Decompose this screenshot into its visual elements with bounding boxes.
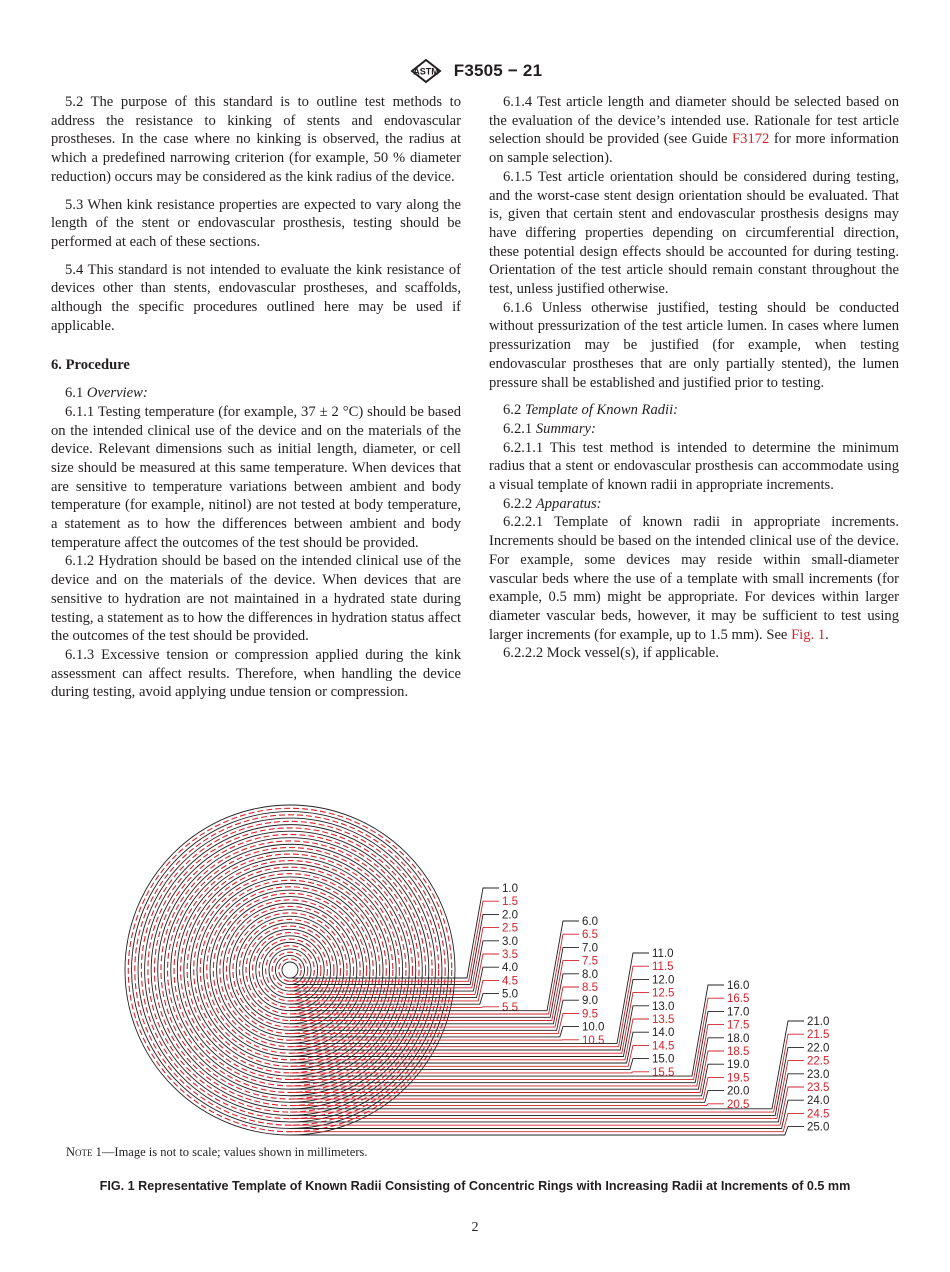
radius-label: 15.5	[652, 1066, 675, 1079]
radius-label: 3.0	[502, 935, 518, 948]
radius-ring	[282, 962, 298, 978]
astm-logo-icon	[408, 58, 444, 84]
radius-ring	[128, 808, 451, 1131]
radius-label: 14.5	[652, 1040, 675, 1053]
radius-leader-line	[290, 1072, 649, 1073]
radius-leader-line	[290, 1127, 804, 1135]
radius-ring	[141, 821, 438, 1118]
radius-label: 13.0	[652, 1000, 675, 1013]
radius-label: 23.5	[807, 1082, 830, 1094]
radius-label: 24.0	[807, 1095, 830, 1108]
radius-label: 20.0	[727, 1085, 750, 1098]
radius-label: 5.5	[502, 1001, 518, 1014]
radius-ring	[220, 900, 360, 1040]
procedure-heading: 6. Procedure	[51, 357, 130, 374]
document-id: F3505 − 21	[453, 61, 543, 80]
radius-label: 4.5	[502, 975, 518, 988]
radius-ring	[249, 929, 330, 1010]
radius-label: 21.0	[807, 1016, 830, 1028]
radius-ring	[135, 815, 445, 1125]
radius-ring	[239, 919, 340, 1020]
radius-ring	[253, 933, 328, 1008]
radius-ring	[272, 952, 308, 988]
radius-label: 16.0	[727, 980, 750, 992]
section-6-1-6: 6.1.6 Unless otherwise justified, testing should be conducted without pressurization of the test article lumen. In cases where lumen pressurization may be justified (for example, when testing endovascular prostheses that are only partially stented), the lumen pressure shall be established and justified prior to testing.	[489, 299, 899, 391]
figure-caption: FIG. 1 Representative Template of Known Radii Consisting of Concentric Rings with Increasing Radii at Increments of 0.5 mm	[99, 1179, 851, 1193]
svg-text:ASTM: ASTM	[413, 66, 439, 77]
radius-ring	[187, 867, 393, 1073]
section-6-2: 6.2 Template of Known Radii:	[503, 402, 679, 419]
radius-ring	[266, 946, 315, 995]
section-6-2-2: 6.2.2 Apparatus:	[503, 495, 602, 512]
radii-template-figure	[0, 780, 950, 1140]
radius-label: 1.0	[502, 883, 518, 895]
section-6-1-3: 6.1.3 Excessive tension or compression applied during the kink assessment can affect results. Therefore, when handling the device during testing, avoid applying undue tension or compression.	[51, 646, 461, 701]
radius-ring	[210, 890, 370, 1050]
radius-label: 16.5	[727, 993, 750, 1006]
section-6-2-2-2: 6.2.2.2 Mock vessel(s), if applicable.	[503, 645, 720, 662]
section-6-2-1-1: 6.2.1.1 This test method is intended to determine the minimum radius that a stent or endovascular prosthesis can accommodate using a visual template of known radii in appropriate increments.	[489, 439, 899, 494]
radius-label: 25.0	[807, 1121, 830, 1134]
radius-ring	[168, 848, 413, 1093]
section-5-3: 5.3 When kink resistance properties are expected to vary along the length of the stent or endovascular prosthesis, testing should be performed at each of these sections.	[51, 196, 461, 250]
radius-ring	[154, 834, 425, 1105]
left-column	[51, 93, 461, 702]
radius-label: 18.5	[727, 1046, 750, 1058]
section-6-2-1: 6.2.1 Summary:	[503, 420, 596, 437]
radius-label: 6.0	[582, 916, 598, 928]
radius-ring	[200, 880, 380, 1060]
radius-label: 12.5	[652, 987, 675, 1000]
radius-ring	[174, 854, 406, 1086]
radius-label: 23.0	[807, 1068, 830, 1081]
radius-ring	[194, 874, 387, 1067]
section-6-1-1: 6.1.1 Testing temperature (for example, 37 ± 2 °C) should be based on the intended clinical use of the device and on the materials of the device. Relevant dimensions such as initial length, diameter, or cell size should be measured at this same temperature. When devices that are sensitive to temperature variations between ambient and body temperature (for example, nitinol) are not tested at body temperature, a statement as to how the differences between ambient and body temperature affect the outcomes of the test should be provided.	[51, 403, 461, 551]
radius-label: 9.0	[582, 995, 598, 1008]
radius-label: 17.0	[727, 1006, 750, 1019]
radius-label: 19.5	[727, 1072, 750, 1085]
radius-label: 24.5	[807, 1108, 830, 1121]
radius-label: 21.5	[807, 1029, 830, 1042]
section-5-4: 5.4 This standard is not intended to evaluate the kink resistance of devices other than stents, endovascular prostheses, and scaffolds, although the specific procedures outlined here may be used if applicable.	[51, 261, 461, 334]
radius-label: 22.0	[807, 1042, 830, 1055]
radius-label: 13.5	[652, 1014, 675, 1026]
radius-label: 6.5	[582, 929, 598, 942]
radius-label: 9.5	[582, 1008, 598, 1021]
section-5-2: 5.2 The purpose of this standard is to outline test methods to address the resistance to kinking of stents and endovascular prostheses. In the case where no kinking is observed, the radius at which a predefined narrowing criterion (for example, 50 % diameter reduction) occurs may be considered as the kink radius of the device.	[51, 94, 461, 185]
section-6-2-2-1: 6.2.2.1 Template of known radii in appropriate increments. Increments should be based on the intended clinical use of the device. For example, some devices may reside within small-diameter vascular beds where the use of a template with small increments (for example, 0.5 mm) might be appropriate. For devices within larger diameter vascular beds, however, it may be sufficient to test using larger increments (for example, up to 1.5 mm). See Fig. 1.	[489, 514, 899, 643]
fig-1-link[interactable]: Fig. 1	[791, 626, 826, 643]
radius-ring	[217, 897, 364, 1044]
radius-label: 11.0	[652, 948, 674, 960]
radius-ring	[197, 877, 383, 1063]
radius-ring	[145, 825, 436, 1116]
radius-label: 22.5	[807, 1055, 830, 1068]
radius-leader-line	[290, 1007, 499, 1008]
radius-label: 1.5	[502, 896, 518, 909]
radius-ring	[259, 939, 321, 1001]
page-header	[0, 58, 950, 84]
radius-label: 4.0	[502, 962, 518, 975]
radius-ring	[151, 831, 429, 1109]
section-6-1-2: 6.1.2 Hydration should be based on the intended clinical use of the device and on the materials of the device. When devices that are sensitive to hydration are not maintained in a hydrated state during testing, a statement as to how the differences in hydration status affect the outcomes of the test should be provided.	[51, 553, 461, 645]
radius-label: 7.0	[582, 942, 598, 955]
radius-leader-line	[290, 888, 499, 978]
radius-ring	[164, 844, 416, 1096]
radius-ring	[233, 913, 347, 1027]
radius-ring	[275, 955, 304, 984]
figure-note: Note 1—Image is not to scale; values shown in millimeters.	[66, 1145, 368, 1159]
radius-label: 12.0	[652, 974, 675, 987]
radius-leader-line	[290, 994, 499, 1005]
guide-f3172-link[interactable]: F3172	[732, 131, 770, 148]
radius-ring	[262, 942, 317, 997]
radius-label: 10.0	[582, 1021, 605, 1034]
radius-label: 7.5	[582, 955, 598, 968]
section-6-1-5: 6.1.5 Test article orientation should be considered during testing, and the worst-case stent design orientation should be evaluated. That is, given that certain stent and endovascular prosthesis designs may have differing properties depending on circumferential direction, these potential design effects should be accounted for during testing. Orientation of the test article should remain constant throughout the test, unless justified otherwise.	[489, 168, 899, 298]
radius-label: 15.0	[652, 1053, 675, 1066]
radius-ring	[184, 864, 396, 1076]
radius-label: 17.5	[727, 1019, 750, 1032]
radius-ring	[243, 923, 338, 1018]
radius-label: 19.0	[727, 1059, 750, 1072]
section-6-1: 6.1 Overview:	[65, 385, 148, 402]
radius-label: 2.5	[502, 922, 518, 935]
right-column	[489, 93, 899, 663]
radius-ring	[207, 887, 373, 1053]
radius-label: 11.5	[652, 961, 674, 974]
radius-label: 3.5	[502, 949, 518, 961]
radius-ring	[177, 857, 402, 1082]
radius-label: 18.0	[727, 1032, 750, 1045]
radius-label: 5.0	[502, 988, 518, 1001]
radius-label: 10.5	[582, 1034, 605, 1047]
radius-label: 8.0	[582, 968, 598, 981]
page-number: 2	[471, 1220, 479, 1235]
radius-ring	[230, 910, 351, 1031]
radius-label: 14.0	[652, 1027, 675, 1040]
section-6-1-4: 6.1.4 Test article length and diameter should be selected based on the evaluation of the device’s intended use. Rationale for test article selection should be provided (see Guide F3172 for more information on sample selection).	[489, 94, 899, 167]
radius-label: 20.5	[727, 1098, 750, 1111]
radius-label: 8.5	[582, 982, 598, 994]
radius-ring	[132, 812, 449, 1129]
radius-label: 2.0	[502, 909, 518, 922]
